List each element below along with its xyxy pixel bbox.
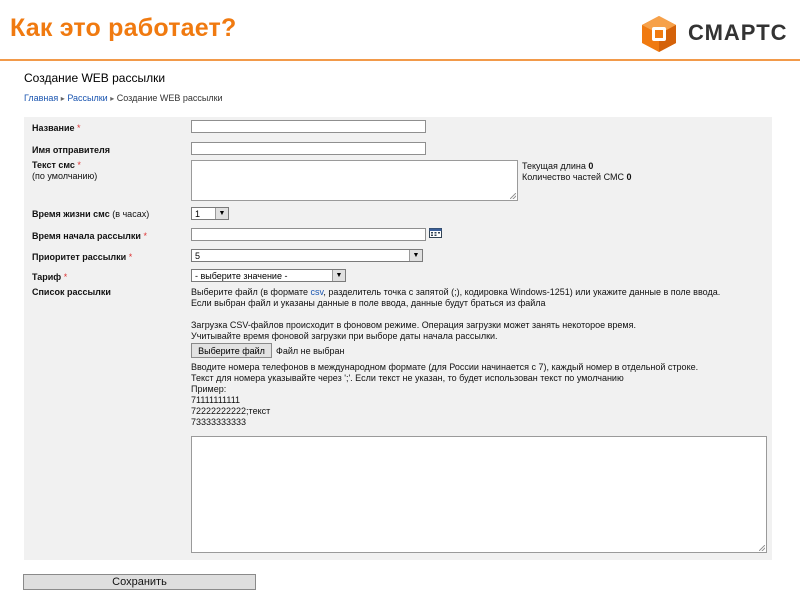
breadcrumb-mailings[interactable]: Рассылки [67, 93, 108, 103]
upload-time-hint: Учитывайте время фоновой загрузки при выборе даты начала рассылки. [191, 331, 498, 341]
lifetime-label: Время жизни смс (в часах) [32, 209, 150, 219]
sms-text-label: Текст смс * [32, 160, 81, 170]
csv-format-hint: Выберите файл (в формате csv, разделитель точка с запятой (;), кодировка Windows-1251) или укажите данные в поле ввода. [191, 287, 721, 297]
lifetime-select[interactable]: 1 ▼ [191, 207, 229, 220]
logo-icon [638, 14, 680, 54]
sms-text-sublabel: (по умолчанию) [32, 171, 98, 181]
company-logo [638, 14, 790, 54]
header-divider [0, 59, 800, 61]
chevron-down-icon: ▼ [215, 208, 228, 219]
sms-parts-count: Количество частей СМС 0 [522, 172, 632, 182]
sender-label: Имя отправителя [32, 145, 110, 155]
example-line: 71111111111 [191, 395, 241, 405]
save-button[interactable]: Сохранить [23, 574, 256, 590]
current-length: Текущая длина 0 [522, 161, 594, 171]
priority-label: Приоритет рассылки * [32, 252, 133, 262]
phone-list-textarea[interactable] [191, 436, 767, 553]
resize-handle-icon[interactable] [510, 193, 516, 199]
start-time-label: Время начала рассылки * [32, 231, 147, 241]
phone-format-hint: Вводите номера телефонов в международном формате (для России начинается с 7), каждый номер в отдельной строке. [191, 362, 699, 372]
page-title: Создание WEB рассылки [24, 71, 166, 85]
file-status: Файл не выбран [276, 346, 345, 356]
breadcrumb [24, 93, 223, 103]
priority-select[interactable]: 5 ▼ [191, 249, 423, 262]
name-label: Название * [32, 123, 81, 133]
logo-text: СМАРТС [688, 20, 788, 45]
tariff-select[interactable]: - выберите значение - ▼ [191, 269, 346, 282]
resize-handle-icon[interactable] [759, 545, 765, 551]
text-separator-hint: Текст для номера указывайте через ';'. Если текст не указан, то будет использован текст по умолчанию [191, 373, 624, 383]
breadcrumb-current: Создание WEB рассылки [116, 93, 223, 103]
mailing-list-info [191, 287, 766, 342]
choose-file-button[interactable]: Выберите файл [191, 343, 272, 358]
csv-link[interactable]: csv [310, 287, 324, 297]
slide-title: Как это работает? [10, 14, 237, 42]
example-line: 73333333333 [191, 417, 247, 427]
mailing-list-label: Список рассылки [32, 287, 111, 297]
example-line: 72222222222;текст [191, 406, 271, 416]
file-priority-hint: Если выбран файл и указаны данные в поле ввода, данные будут браться из файла [191, 298, 546, 308]
chevron-down-icon: ▼ [409, 250, 422, 261]
tariff-label: Тариф * [32, 272, 68, 282]
example-label: Пример: [191, 384, 227, 394]
sender-input[interactable] [191, 142, 426, 155]
name-input[interactable] [191, 120, 426, 133]
calendar-icon[interactable] [429, 227, 442, 238]
breadcrumb-home[interactable]: Главная [24, 93, 59, 103]
background-upload-hint: Загрузка CSV-файлов происходит в фоновом режиме. Операция загрузки может занять некоторое время. [191, 320, 636, 330]
start-time-input[interactable] [191, 228, 426, 241]
sms-text-area[interactable] [191, 160, 518, 201]
chevron-down-icon: ▼ [332, 270, 345, 281]
breadcrumb-separator: ▸ [110, 94, 115, 103]
breadcrumb-separator: ▸ [60, 94, 65, 103]
phone-format-info [191, 362, 766, 428]
